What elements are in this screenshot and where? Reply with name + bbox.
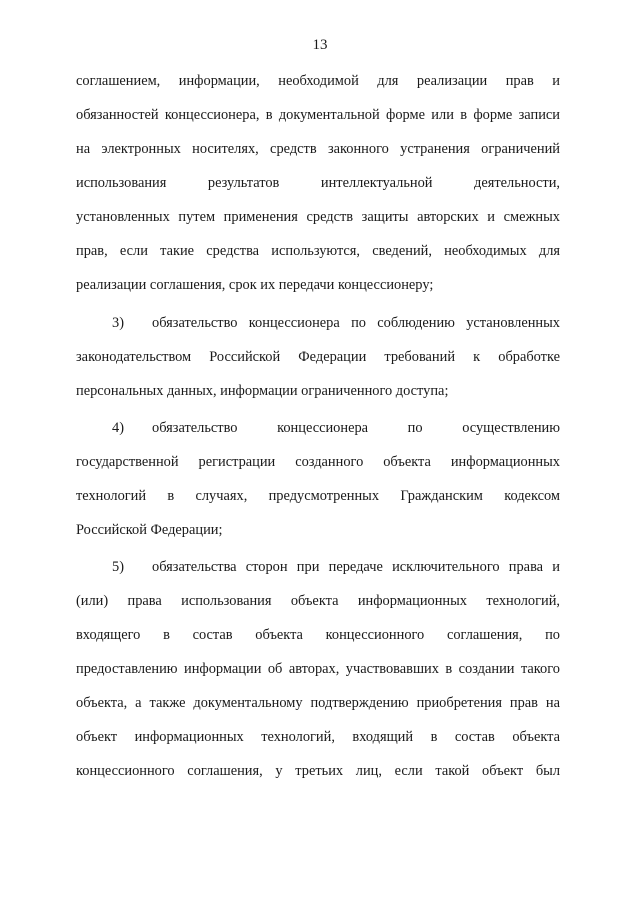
list-item-number: 4) [112,420,124,436]
paragraph-line: Российской Федерации; [76,522,223,538]
paragraph-line: концессионного соглашения, у третьих лиц, если такой объект был [76,763,560,779]
paragraph-line: соглашением, информации, необходимой для реализации прав и [76,73,560,89]
paragraph-line: (или) права использования объекта информационных технологий, [76,593,560,609]
list-item-number: 3) [112,315,124,331]
paragraph-line: государственной регистрации созданного объекта информационных [76,454,560,470]
paragraph-line: обязанностей концессионера, в документальной форме или в форме записи [76,107,560,123]
paragraph-line: объекта, а также документальному подтверждению приобретения прав на [76,695,560,711]
paragraph-line: входящего в состав объекта концессионного соглашения, по [76,627,560,643]
paragraph-line: объект информационных технологий, входящий в состав объекта [76,729,560,745]
paragraph-line: обязательство концессионера по осуществлению [152,420,560,436]
list-item-number: 5) [112,559,124,575]
page-number: 13 [312,37,328,53]
paragraph-line: персональных данных, информации ограниченного доступа; [76,383,449,399]
paragraph-line: прав, если такие средства используются, сведений, необходимых для [76,243,560,259]
paragraph-line: предоставлению информации об авторах, участвовавших в создании такого [76,661,560,677]
paragraph-line: законодательством Российской Федерации требований к обработке [76,349,560,365]
paragraph-line: на электронных носителях, средств законного устранения ограничений [76,141,560,157]
paragraph-line: технологий в случаях, предусмотренных Гражданским кодексом [76,488,560,504]
paragraph-line: использования результатов интеллектуальной деятельности, [76,175,560,191]
paragraph-line: обязательство концессионера по соблюдению установленных [152,315,560,331]
paragraph-line: реализации соглашения, срок их передачи концессионеру; [76,277,434,293]
paragraph-line: обязательства сторон при передаче исключительного права и [152,559,560,575]
paragraph-line: установленных путем применения средств защиты авторских и смежных [76,209,560,225]
